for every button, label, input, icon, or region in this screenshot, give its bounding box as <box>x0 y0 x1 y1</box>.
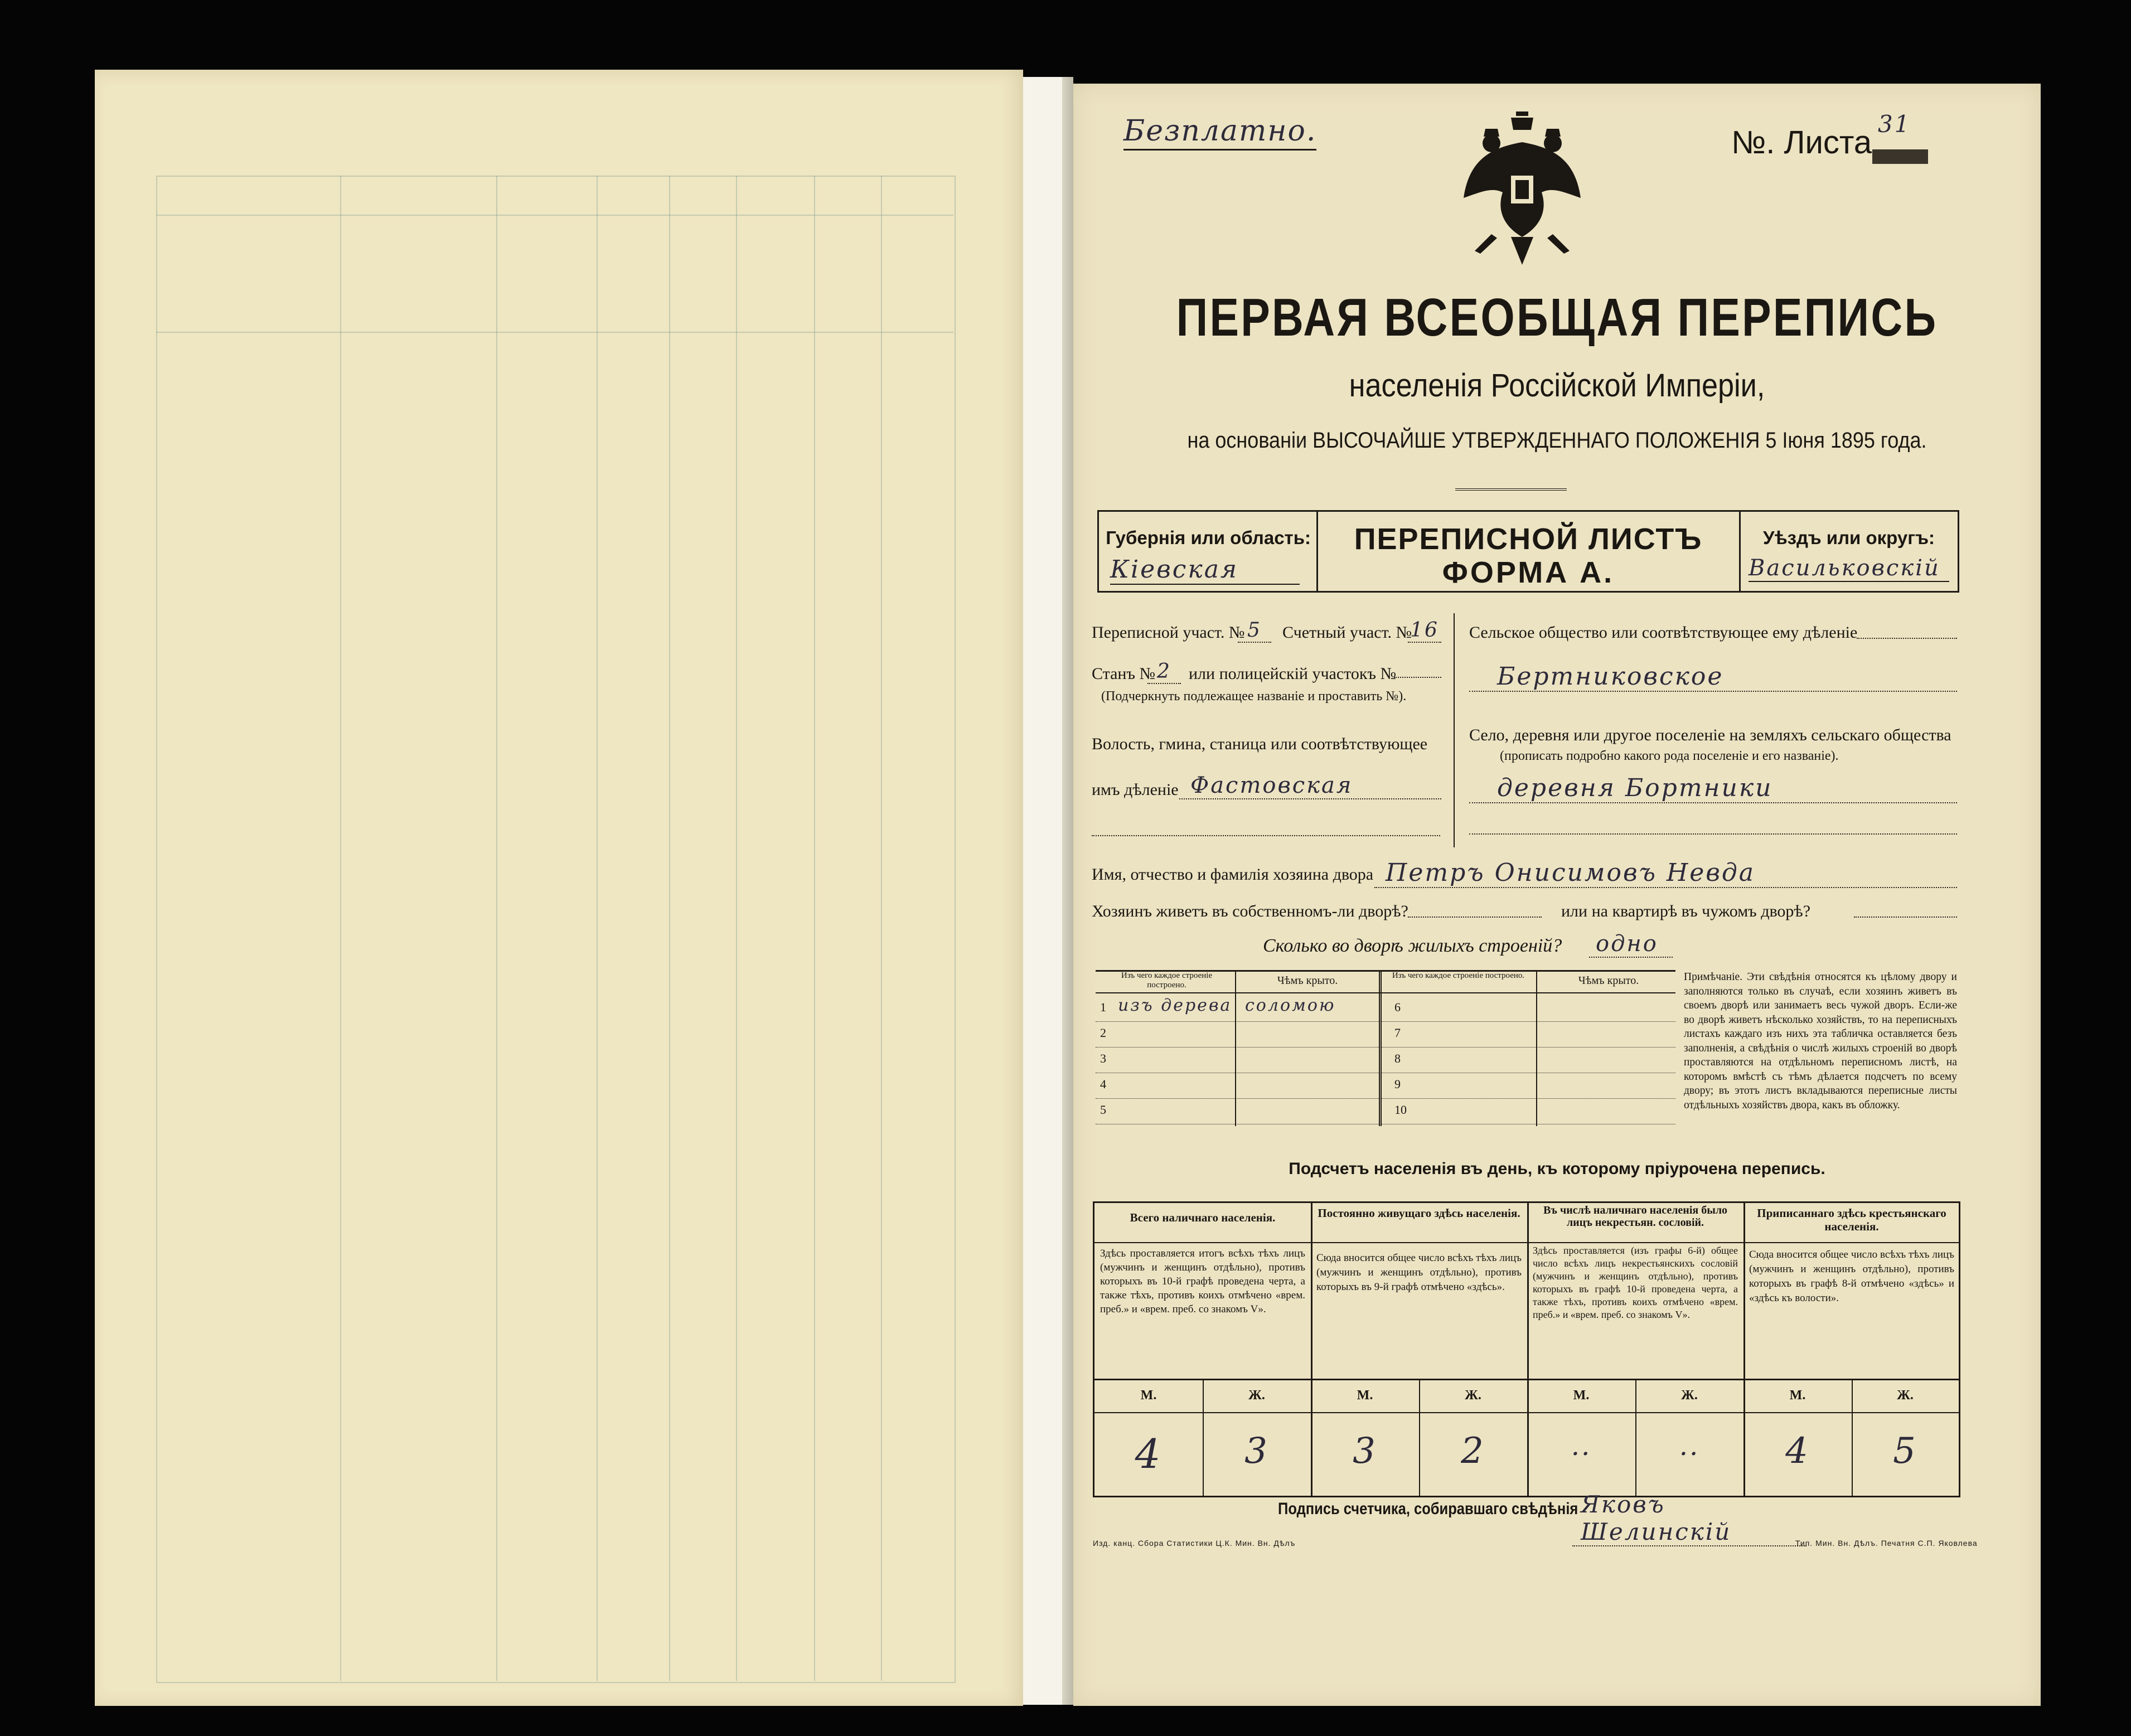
male-label: М. <box>1573 1388 1590 1403</box>
footer-right-imprint: Тип. Мин. Вн. Дѣлъ. Печатня С.П. Яковлева <box>1795 1539 1978 1548</box>
ghost-line <box>736 176 737 1681</box>
village-value: деревня Бортники <box>1469 774 1957 803</box>
row-roof: соломою <box>1245 996 1336 1015</box>
table-row <box>1096 1073 1675 1099</box>
police-label: или полицейскій участокъ № <box>1189 665 1397 683</box>
census-plot-label: Переписной участ. № <box>1092 623 1245 642</box>
sheet-number-value: 31 <box>1878 110 1911 138</box>
summary-col-head: Всего наличнаго населенія. <box>1130 1211 1276 1224</box>
summary-value-cell: 5 <box>1893 1430 1917 1472</box>
ghost-line <box>496 176 497 1681</box>
census-subtitle: населенія Россійской Имперіи, <box>1349 367 1765 404</box>
buildings-table <box>1096 970 1675 1126</box>
summary-col-head: Въ числѣ наличнаго населенія было лицъ некрестьян. сословій. <box>1543 1204 1728 1229</box>
summary-value-cell: 3 <box>1353 1430 1377 1472</box>
sheet-number-label: №. Листа <box>1731 124 1872 161</box>
left-page <box>95 70 1023 1706</box>
summary-value-cell: .. <box>1571 1430 1592 1462</box>
summary-title: Подсчетъ населенія въ день, къ которому пріурочена перепись. <box>1289 1160 1825 1178</box>
summary-col-desc: Здѣсь проставляется итогъ всѣхъ тѣхъ лицъ (мужчинъ и женщинъ отдѣльно), противъ которыхъ въ 10-й графѣ проведена черта, а также тѣхъ, противъ коихъ отмѣчено «врем. преб.» и «врем. преб. со знакомъ V». <box>1100 1248 1305 1315</box>
row-material: изъ дерева <box>1118 996 1232 1015</box>
ghost-grid-frame <box>156 176 956 1683</box>
gubernia-label: Губернія или область: <box>1106 527 1311 548</box>
society-label: Сельское общество или соотвѣтствующее ему дѣленіе <box>1469 623 1858 642</box>
table-row <box>1096 1098 1675 1124</box>
row-number: 4 <box>1100 1077 1106 1091</box>
binding-shadow <box>1062 77 1073 1705</box>
remark-note: Примѣчаніе. Эти свѣдѣнія относятся къ цѣлому двору и заполняются только въ случаѣ, если хозяинъ живетъ въ своемъ дворѣ или занимаетъ весь чужой дворъ. Если-же во дворѣ живетъ нѣсколько хозяйствъ, то на переписныхъ листахъ каждаго изъ нихъ эта табличка оставляется безъ заполненія, а свѣдѣнія о числѣ жилыхъ строеній во дворѣ проставляются на отдѣльномъ переписномъ листѣ, на которомъ вмѣстѣ съ тѣмъ дѣлается подсчетъ по всему двору; въ этотъ листъ вкладываются переписные листы отдѣльныхъ хозяйствъ двора, какъ въ обложку. <box>1684 971 1957 1111</box>
form-title: ПЕРЕПИСНОЙ ЛИСТЪ <box>1354 522 1703 556</box>
row-number: 1 <box>1100 1000 1106 1014</box>
own-yard-field <box>1408 917 1542 918</box>
police-field <box>1394 677 1441 678</box>
buildings-value: одно <box>1589 931 1673 958</box>
row-number: 3 <box>1100 1051 1106 1065</box>
own-yard-label: Хозяинъ живетъ въ собственномъ-ли дворѣ? <box>1092 902 1408 920</box>
owner-name-label: Имя, отчество и фамилія хозяина двора <box>1092 865 1374 884</box>
male-label: М. <box>1357 1388 1373 1403</box>
footer-left-imprint: Изд. канц. Сбора Статистики Ц.К. Мин. Вн. Дѣлъ <box>1093 1539 1296 1548</box>
summary-col-head: Приписаннаго здѣсь крестьянскаго населенія. <box>1757 1206 1946 1233</box>
male-label: М. <box>1789 1388 1806 1403</box>
summary-row-divider <box>1094 1242 1959 1243</box>
female-label: Ж. <box>1681 1388 1698 1403</box>
summary-col-head: Постоянно живущаго здѣсь населенія. <box>1318 1206 1520 1220</box>
signature-label: Подпись счетчика, собиравшаго свѣдѣнія <box>1278 1500 1578 1518</box>
row-number: 6 <box>1394 1000 1401 1014</box>
row-number: 5 <box>1100 1103 1106 1117</box>
summary-col-desc: Сюда вносится общее число всѣхъ тѣхъ лицъ (мужчинъ и женщинъ отдѣльно), противъ которыхъ въ 9-й графѣ отмѣчено «здѣсь». <box>1316 1252 1522 1293</box>
owner-name-value: Петръ Онисимовъ Невда <box>1374 859 1957 888</box>
female-label: Ж. <box>1465 1388 1481 1403</box>
table-row <box>1096 1047 1675 1073</box>
summary-col-desc: Здѣсь проставляется (изъ графы 6-й) общее число всѣхъ лицъ некрестьянскихъ сословій (мужчинъ и женщинъ отдѣльно), противъ которыхъ въ графѣ 10-й проведена черта, а также тѣхъ, противъ коихъ отмѣчено «врем. преб.» и «врем. преб. со знакомъ V». <box>1533 1245 1738 1320</box>
summary-row-divider <box>1094 1379 1959 1380</box>
stan-value: 2 <box>1147 660 1181 684</box>
volost-value: Фастовская <box>1179 773 1441 799</box>
col-roof-header-right: Чѣмъ крыто. <box>1578 974 1639 987</box>
box-divider <box>1739 512 1741 591</box>
society-label-dots <box>1857 638 1957 639</box>
census-basis: на основаніи ВЫСОЧАЙШЕ УТВЕРЖДЕННАГО ПОЛОЖЕНІЯ 5 Іюня 1895 года. <box>1187 428 1927 453</box>
uezd-value: Васильковскій <box>1749 555 1949 582</box>
male-label: М. <box>1140 1388 1157 1403</box>
census-plot-value: 5 <box>1238 619 1271 643</box>
rented-field <box>1854 917 1957 918</box>
summary-value-cell: .. <box>1679 1430 1700 1462</box>
ghost-line <box>340 176 341 1681</box>
count-plot-label: Счетный участ. № <box>1282 623 1412 642</box>
ghost-line <box>156 332 953 333</box>
row-number: 7 <box>1394 1026 1401 1040</box>
ghost-line <box>669 176 670 1681</box>
signature-value: Яковъ Шелинскій <box>1572 1491 1806 1546</box>
female-label: Ж. <box>1248 1388 1265 1403</box>
rented-label: или на квартирѣ въ чужомъ дворѣ? <box>1561 902 1811 920</box>
row-number: 2 <box>1100 1026 1106 1040</box>
summary-value-cell: 3 <box>1244 1430 1269 1472</box>
title-ornament <box>1455 488 1567 491</box>
village-note: (прописать подробно какого рода поселеніе и его названіе). <box>1500 749 1839 763</box>
summary-table <box>1093 1201 1960 1497</box>
sheet-number-stamp <box>1872 149 1928 164</box>
ghost-line <box>156 215 953 216</box>
row-number: 9 <box>1394 1077 1401 1091</box>
ghost-line <box>881 176 882 1681</box>
ghost-line <box>814 176 815 1681</box>
col-roof-header: Чѣмъ крыто. <box>1277 974 1338 987</box>
village-extra-line <box>1469 833 1957 835</box>
volost-label-2: имъ дѣленіе <box>1092 780 1179 799</box>
table-row <box>1096 1021 1675 1048</box>
female-label: Ж. <box>1897 1388 1914 1403</box>
volost-label: Волость, гмина, станица или соотвѣтствующее <box>1092 735 1428 753</box>
underline-note: (Подчеркнуть подлежащее названіе и проставить №). <box>1101 689 1407 704</box>
table-row <box>1096 996 1675 1022</box>
row-number: 10 <box>1394 1103 1407 1117</box>
row-number: 8 <box>1394 1051 1401 1065</box>
imperial-eagle-emblem <box>1458 109 1586 270</box>
col-material-header-right: Изъ чего каждое строеніе построено. <box>1392 971 1525 980</box>
buildings-label: Сколько во дворѣ жилыхъ строеній? <box>1263 935 1562 956</box>
census-title: ПЕРВАЯ ВСЕОБЩАЯ ПЕРЕПИСЬ <box>1176 288 1938 347</box>
gubernia-value: Кіевская <box>1110 555 1300 585</box>
count-plot-value: 16 <box>1408 619 1441 643</box>
stan-label: Станъ № <box>1092 665 1156 683</box>
field-column-divider <box>1454 613 1455 847</box>
uezd-label: Уѣздъ или округъ: <box>1762 527 1935 548</box>
table-header-border <box>1096 992 1675 993</box>
summary-col-desc: Сюда вносится общее число всѣхъ тѣхъ лицъ (мужчинъ и женщинъ отдѣльно), противъ которыхъ въ графѣ 8-й отмѣчено «здѣсь» и «здѣсь къ волости». <box>1749 1249 1954 1304</box>
form-subtitle: ФОРМА А. <box>1442 556 1615 589</box>
village-label: Село, деревня или другое поселеніе на земляхъ сельскаго общества <box>1469 726 1951 744</box>
summary-value-cell: 4 <box>1785 1430 1810 1472</box>
col-material-header: Изъ чего каждое строеніе построено. <box>1121 971 1213 990</box>
summary-value-cell: 2 <box>1461 1430 1485 1472</box>
form-header-box <box>1097 510 1959 593</box>
ghost-line <box>597 176 598 1681</box>
free-label: Безплатно. <box>1123 114 1316 151</box>
society-value: Бертниковское <box>1469 662 1957 692</box>
summary-row-divider <box>1094 1412 1959 1413</box>
volost-extra-line <box>1092 835 1440 836</box>
summary-value-cell: 4 <box>1135 1430 1163 1477</box>
